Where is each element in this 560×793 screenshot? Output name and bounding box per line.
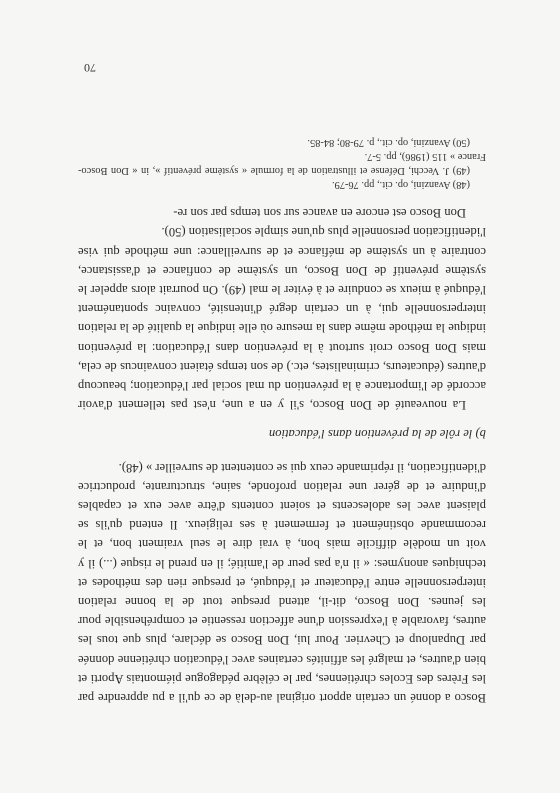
footnote-48: (48) Avanzini, op. cit., pp. 76-79. — [331, 178, 470, 190]
footnotes — [78, 135, 486, 191]
footnote-50: (50) Avanzini, op. cit., p. 79-80; 84-85. — [307, 136, 470, 148]
page-number: 70 — [84, 61, 96, 75]
page-content — [78, 135, 486, 707]
paragraph-body-3: Don Bosco est encore en avance sur son temps par son re- — [173, 206, 466, 221]
section-heading: b) le rôle de la prévention dans l'éducation — [268, 427, 486, 442]
footnote-49: (49) J. Vecchi, Défense et illustration de la formule « système préventif », in « Don Bosco-France » 115 (1986), pp. 5-7. — [78, 150, 486, 176]
paragraph-body-1: Bosco a donné un certain apport original au-delà de ce qu'il a pu apprendre par les Frères des Ecoles chrétiennes, par le célèbre pédagogue piémontais Aporti et bien d'autres, et malgré les affinités certaines avec l'éducation chrétienne donnée par Dupanloup et Chevrier. Pour lui, Don Bosco se déclare, plus que tous les autres, favorable à l'expression d'une affection ressentie et compréhensible pour les jeunes. Don Bosco, dit-il, attend presque tout de la bonne relation interpersonnelle entre l'éducateur et l'éduqué, et presque rien des méthodes et techniques anonymes: « il n'a pas peur de l'amitié; il en prend le risque (...) il y voit un modèle difficile mais bon, à vrai dire le seul vraiment bon, et le recommande obstinément et fermement à ses religieux. Il entend qu'ils se plaisent avec les adolescents et soient contents d'être avec eux et capables d'induire et de gérer une relation profonde, saine, structurante, productrice d'identification, il réprimande ceux qui se contentent de surveiller » (48). — [78, 460, 486, 705]
paragraph-body-2: La nouveauté de Don Bosco, s'il y en a une, n'est pas tellement d'avoir accordé de l'importance à la prévention du mal social par l'éducation; beaucoup d'autres (éducateurs, criminalistes, etc.) de son temps étaient convaincus de cela, mais Don Bosco croit surtout à la prévention dans l'éducation: la prévention indique la méthode même dans la mesure où elle indique la qualité de la relation interpersonnelle qui, à un certain degré d'intensité, convainc spontanément l'éduqué à mieux se conduire et à éviter le mal (49). On pourrait alors appeler le système préventif de Don Bosco, un système de confiance et d'assistance, contraire à un système de méfiance et de surveillance: une méthode qui vise l'identification personnelle plus qu'une simple socialisation (50). — [78, 225, 486, 413]
